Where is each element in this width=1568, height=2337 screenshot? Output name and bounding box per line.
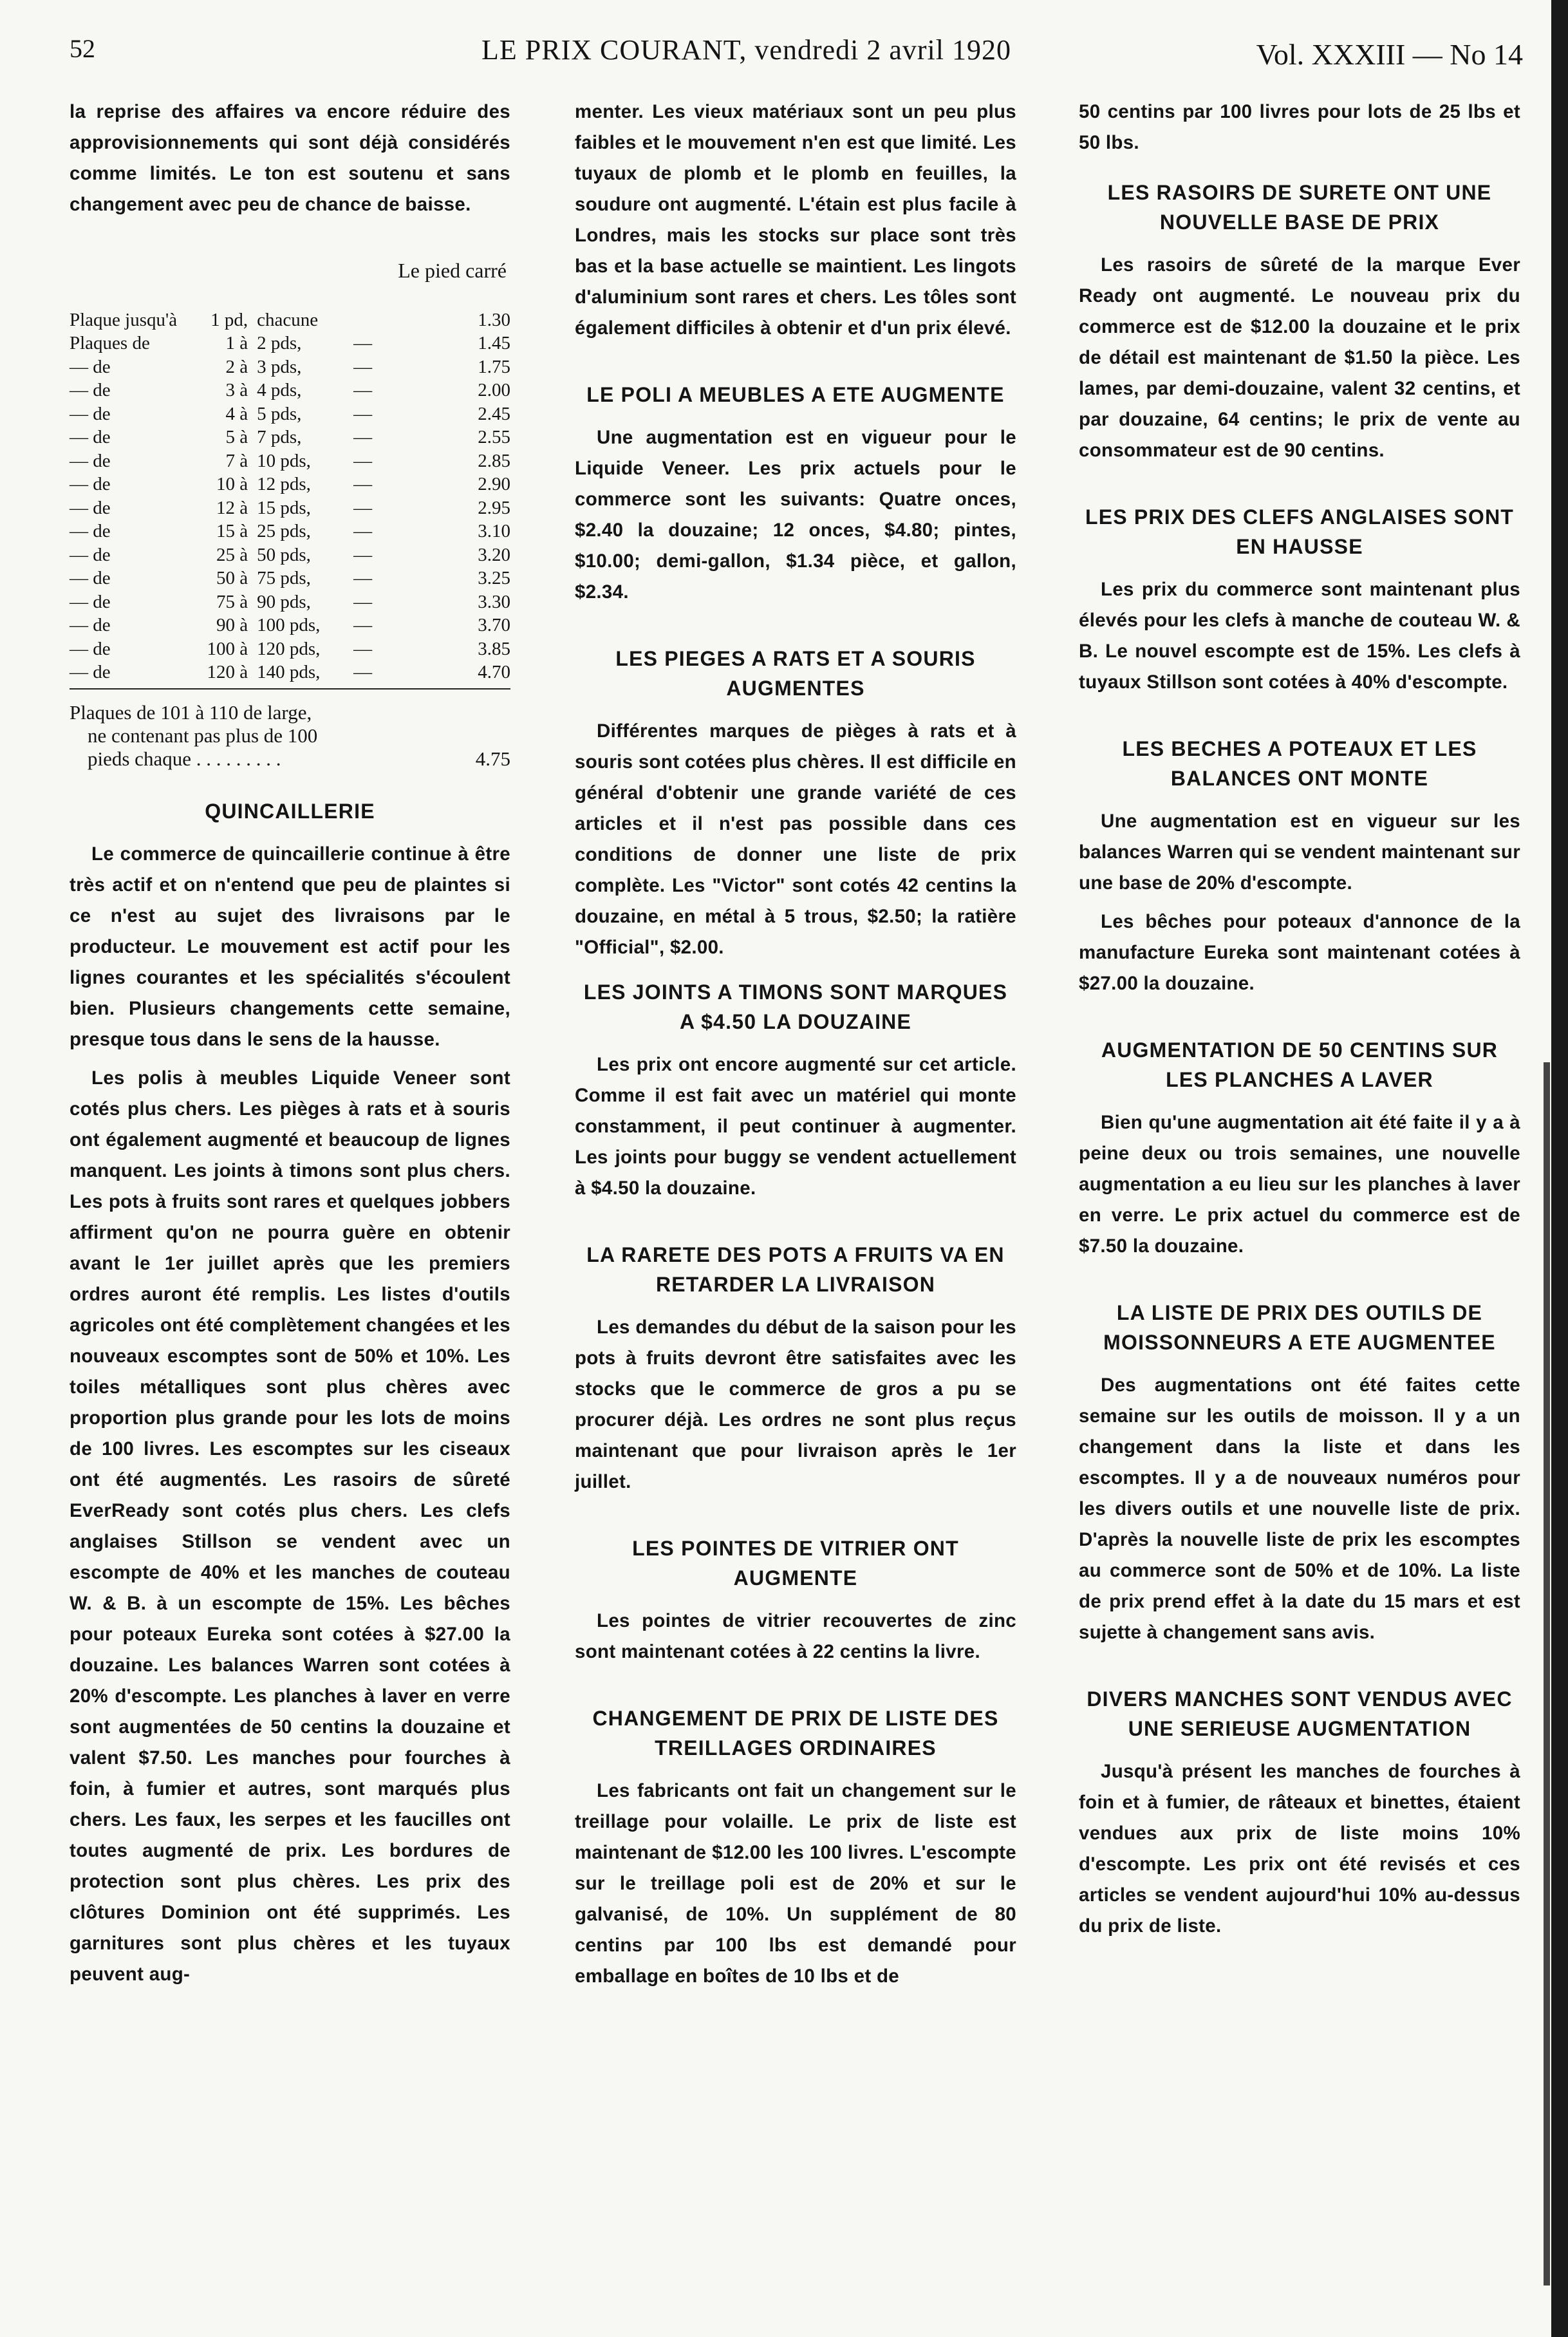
price-cell-size: 7 pds,	[257, 427, 302, 448]
price-cell-size: 100 pds,	[257, 615, 321, 636]
column-3	[1079, 97, 1520, 1949]
article-text: Une augmentation est en vigueur pour le Liquide Veneer. Les prix actuels pour le commerce sont les suivants: Quatre onces, $2.40 la douzaine; 12 onces, $4.80; pintes, $10.00; demi-gallon, $1.34 pièce, et gallon, $2.34.	[575, 427, 1016, 603]
col2-intro: menter. Les vieux matériaux sont un peu plus faibles et le mouvement n'en est que limité. Les tuyaux de plomb et le plomb en feuilles, la soudure ont augmenté. L'étain est plus facile à Londres, mais les stocks sur place sont très bas et la base actuelle se maintient. Les lingots d'aluminium sont rares et chers. Les tôles sont également difficiles à obtenir et d'un prix élevé.	[575, 101, 1016, 339]
price-cell-dash: —	[353, 380, 373, 401]
price-cell-dash: —	[353, 427, 373, 448]
price-table-heading: Le pied carré	[398, 259, 507, 282]
price-cell-price: 2.85	[478, 450, 510, 471]
price-cell-label: — de	[70, 638, 111, 659]
large-plates-line1: Plaques de 101 à 110 de large,	[70, 701, 312, 724]
article-text: Les pointes de vitrier recouvertes de zinc sont maintenant cotées à 22 centins la livre.	[575, 1610, 1016, 1662]
scan-edge-inner	[1544, 1062, 1550, 2285]
article-text: Les prix du commerce sont maintenant plus élevés pour les clefs à manche de couteau W. & B. Le nouvel escompte est de 15%. Les clefs à tuyaux Stillson sont cotées à 40% d'escompte.	[1079, 579, 1520, 693]
price-cell-dash: —	[353, 544, 373, 565]
price-cell-price: 2.45	[478, 403, 510, 424]
price-cell-label: — de	[70, 403, 111, 424]
price-cell-size: 75 pds,	[257, 568, 311, 589]
table-row	[70, 355, 510, 379]
column-1	[70, 97, 510, 1998]
price-cell-range: 1 pd,	[210, 309, 248, 330]
table-row	[70, 379, 510, 403]
price-cell-range: 7 à	[225, 450, 248, 471]
column-2	[575, 97, 1016, 2000]
price-cell-dash: —	[353, 615, 373, 636]
large-plates-desc: pieds chaque . . . . . . . . .	[88, 747, 281, 770]
article-heading: LES PRIX DES CLEFS ANGLAISES SONT EN HAUSSE	[1085, 505, 1515, 558]
price-cell-label: — de	[70, 521, 111, 542]
quincaillerie-paragraph-1: Le commerce de quincaillerie continue à être très actif et on n'entend que peu de plaintes si ce n'est au sujet des livraisons par le producteur. Le mouvement est actif pour les lignes courantes et les spécialités s'écoulent bien. Plusieurs changements cette semaine, presque tous dans le sens de la hausse.	[70, 843, 510, 1050]
price-cell-price: 3.30	[478, 591, 510, 612]
article-heading: DIVERS MANCHES SONT VENDUS AVEC UNE SERIEUSE AUGMENTATION	[1087, 1687, 1513, 1740]
article-heading: AUGMENTATION DE 50 CENTINS SUR LES PLANCHES A LAVER	[1101, 1038, 1498, 1091]
table-row	[70, 543, 510, 567]
price-cell-label: — de	[70, 474, 111, 495]
article-heading: LES BECHES A POTEAUX ET LES BALANCES ONT MONTE	[1122, 737, 1477, 790]
volume-number: Vol. XXXIII — No 14	[1256, 38, 1523, 71]
price-cell-label: — de	[70, 450, 111, 471]
price-cell-size: 12 pds,	[257, 474, 311, 495]
price-cell-range: 4 à	[225, 403, 248, 424]
price-cell-size: 140 pds,	[257, 662, 321, 683]
table-row	[70, 614, 510, 638]
table-row	[70, 332, 510, 356]
article-heading: LES POINTES DE VITRIER ONT AUGMENTE	[632, 1537, 959, 1590]
price-cell-price: 1.30	[478, 309, 510, 330]
price-cell-dash: —	[353, 568, 373, 589]
article-text: Des augmentations ont été faites cette semaine sur les outils de moisson. Il y a un changement dans la liste et dans les escomptes. Il y a de nouveaux numéros pour les divers outils et une nouvelle liste de prix. D'après la nouvelle liste de prix les escomptes au commerce sont de 50% et de 10%. La liste de prix prend effet à la date du 15 mars et est sujette à changement sans avis.	[1079, 1375, 1520, 1643]
price-cell-size: 25 pds,	[257, 521, 311, 542]
price-cell-label: Plaques de	[70, 333, 150, 354]
price-cell-label: — de	[70, 591, 111, 612]
price-cell-dash: —	[353, 638, 373, 659]
article-text: Une augmentation est en vigueur sur les balances Warren qui se vendent maintenant sur une base de 20% d'escompte.	[1079, 811, 1520, 894]
price-cell-price: 3.20	[478, 544, 510, 565]
table-row	[70, 402, 510, 426]
large-plates-price: 4.75	[475, 747, 510, 770]
price-cell-price: 3.25	[478, 568, 510, 589]
price-cell-price: 3.85	[478, 638, 510, 659]
price-cell-label: — de	[70, 497, 111, 518]
price-cell-range: 1 à	[225, 333, 248, 354]
price-cell-label: — de	[70, 380, 111, 401]
article-text: Les rasoirs de sûreté de la marque Ever Ready ont augmenté. Le nouveau prix du commerce est de $12.00 la douzaine et le prix de détail est maintenant de $1.50 la pièce. Les lames, par demi-douzaine, valent 32 centins, et par douzaine, 64 centins; le prix de vente au consommateur est de 90 centins.	[1079, 254, 1520, 461]
article-text: Les prix ont encore augmenté sur cet article. Comme il est fait avec un matériel qui monte constamment, il peut continuer à augmenter. Les joints pour buggy se vendent actuellement à $4.50 la douzaine.	[575, 1054, 1016, 1199]
article-heading: LES PIEGES A RATS ET A SOURIS AUGMENTES	[615, 647, 976, 700]
price-cell-range: 100 à	[207, 638, 248, 659]
price-cell-dash: —	[353, 474, 373, 495]
page-header	[0, 33, 1568, 85]
price-cell-range: 5 à	[225, 427, 248, 448]
price-cell-label: Plaque jusqu'à	[70, 309, 178, 330]
price-cell-size: 15 pds,	[257, 497, 311, 518]
publication-title: LE PRIX COURANT, vendredi 2 avril 1920	[481, 34, 1011, 66]
price-cell-price: 1.75	[478, 356, 510, 377]
article-heading: LES RASOIRS DE SURETE ONT UNE NOUVELLE BASE DE PRIX	[1107, 181, 1492, 234]
price-cell-dash: —	[353, 497, 373, 518]
table-row	[70, 520, 510, 544]
price-cell-price: 2.90	[478, 474, 510, 495]
price-cell-price: 3.10	[478, 521, 510, 542]
price-cell-price: 2.00	[478, 380, 510, 401]
quincaillerie-paragraph-2: Les polis à meubles Liquide Veneer sont cotés plus chers. Les pièges à rats et à souris ont également augmenté et beaucoup de lignes manquent. Les joints à timons sont plus chers. Les pots à fruits sont rares et quelques jobbers affirment qu'on ne pourra guère en obtenir avant le 1er juillet après que les premiers ordres auront été remplis. Les listes d'outils agricoles ont été complètement changées et les nouveaux escomptes sont de 50% et 10%. Les toiles métalliques sont plus chères avec proportion plus grande pour les lots de moins de 100 livres. Les escomptes sur les ciseaux ont été augmentés. Les rasoirs de sûreté EverReady sont cotés plus chers. Les clefs anglaises Stillson se vendent avec un escompte de 40% et les manches de couteau W. & B. à un escompte de 15%. Les bêches pour poteaux Eureka sont cotées à $27.00 la douzaine. Les balances Warren sont cotées à 20% d'escompte. Les planches à laver en verre sont augmentées de 50 centins la douzaine et valent $7.50. Les manches pour fourches à foin, à fumier et autres, sont marqués plus chers. Les faux, les serpes et les faucilles ont toutes augmenté de prix. Les bordures de protection sont plus chères. Les prix des clôtures Dominion ont été supprimés. Les garnitures sont plus chères et les tuyaux peuvent aug-	[70, 1067, 510, 1985]
table-row	[70, 637, 510, 661]
price-cell-price: 4.70	[478, 662, 510, 683]
article-text: Jusqu'à présent les manches de fourches à foin et à fumier, de râteaux et binettes, étaient vendues aux prix de liste moins 10% d'escompte. Les prix ont été revisés et ces articles se vendent aujourd'hui 10% au-dessus du prix de liste.	[1079, 1761, 1520, 1937]
price-cell-range: 120 à	[207, 662, 248, 683]
price-cell-size: 120 pds,	[257, 638, 321, 659]
price-cell-dash: —	[353, 333, 373, 354]
price-cell-range: 10 à	[216, 474, 248, 495]
table-row	[70, 308, 510, 332]
article-heading: LES JOINTS A TIMONS SONT MARQUES A $4.50 LA DOUZAINE	[583, 981, 1008, 1033]
price-cell-dash: —	[353, 521, 373, 542]
price-cell-label: — de	[70, 615, 111, 636]
price-cell-dash: —	[353, 356, 373, 377]
price-cell-dash: —	[353, 450, 373, 471]
price-cell-range: 25 à	[216, 544, 248, 565]
quincaillerie-heading: QUINCAILLERIE	[205, 800, 375, 823]
price-cell-size: 10 pds,	[257, 450, 311, 471]
page-number: 52	[70, 34, 95, 63]
scan-edge	[1551, 0, 1568, 2337]
col3-intro: 50 centins par 100 livres pour lots de 25 lbs et 50 lbs.	[1079, 101, 1520, 153]
large-plates-entry	[70, 701, 510, 771]
table-row	[70, 473, 510, 497]
table-row	[70, 567, 510, 591]
article-heading: LA LISTE DE PRIX DES OUTILS DE MOISSONNEURS A ETE AUGMENTEE	[1103, 1301, 1496, 1354]
price-cell-size: 50 pds,	[257, 544, 311, 565]
price-cell-size: 90 pds,	[257, 591, 311, 612]
article-text: Les bêches pour poteaux d'annonce de la manufacture Eureka sont maintenant cotées à $27.00 la douzaine.	[1079, 911, 1520, 994]
price-cell-range: 12 à	[216, 497, 248, 518]
article-heading: CHANGEMENT DE PRIX DE LISTE DES TREILLAGES ORDINAIRES	[592, 1707, 999, 1760]
table-row	[70, 590, 510, 614]
price-cell-label: — de	[70, 356, 111, 377]
article-heading: LA RARETE DES POTS A FRUITS VA EN RETARDER LA LIVRAISON	[586, 1243, 1005, 1296]
price-cell-range: 15 à	[216, 521, 248, 542]
table-row	[70, 449, 510, 473]
article-text: Différentes marques de pièges à rats et à souris sont cotées plus chères. Il est difficile en général d'obtenir une grande variété de ces articles et il n'est pas possible dans ces conditions de donner une liste de prix complète. Les "Victor" sont cotés 42 centins la douzaine, en métal à 5 trous, $2.50; la ratière "Official", $2.00.	[575, 720, 1016, 958]
price-cell-size: 5 pds,	[257, 403, 302, 424]
large-plates-line2: ne contenant pas plus de 100	[88, 724, 318, 747]
article-heading: LE POLI A MEUBLES A ETE AUGMENTE	[586, 383, 1005, 406]
price-cell-price: 3.70	[478, 615, 510, 636]
price-cell-label: — de	[70, 568, 111, 589]
price-cell-range: 3 à	[225, 380, 248, 401]
article-text: Bien qu'une augmentation ait été faite il y a à peine deux ou trois semaines, une nouvelle augmentation a eu lieu sur les planches à laver en verre. Le prix actuel du commerce est de $7.50 la douzaine.	[1079, 1112, 1520, 1257]
price-cell-size: chacune	[257, 309, 319, 330]
price-cell-dash: —	[353, 591, 373, 612]
table-row	[70, 496, 510, 520]
price-table	[70, 308, 510, 684]
table-rule	[70, 688, 510, 690]
price-cell-size: 2 pds,	[257, 333, 302, 354]
price-cell-range: 75 à	[216, 591, 248, 612]
price-cell-label: — de	[70, 544, 111, 565]
price-cell-label: — de	[70, 427, 111, 448]
col1-intro: la reprise des affaires va encore réduire des approvisionnements qui sont déjà considérés comme limités. Le ton est soutenu et sans changement avec peu de chance de baisse.	[70, 101, 510, 215]
price-cell-dash: —	[353, 403, 373, 424]
large-plates-line3	[70, 747, 510, 771]
price-cell-range: 50 à	[216, 568, 248, 589]
table-row	[70, 426, 510, 450]
price-cell-price: 2.55	[478, 427, 510, 448]
price-cell-size: 4 pds,	[257, 380, 302, 401]
price-cell-range: 2 à	[225, 356, 248, 377]
article-text: Les demandes du début de la saison pour les pots à fruits devront être satisfaites avec les stocks que le commerce de gros a pu se procurer déjà. Les ordres ne sont plus reçus maintenant que pour livraison après le 1er juillet.	[575, 1317, 1016, 1492]
table-row	[70, 661, 510, 685]
price-cell-size: 3 pds,	[257, 356, 302, 377]
price-cell-dash: —	[353, 662, 373, 683]
article-text: Les fabricants ont fait un changement sur le treillage pour volaille. Le prix de liste est maintenant de $12.00 les 100 livres. L'escompte sur le treillage poli est de 20% et sur le galvanisé, de 10%. Un supplément de 80 centins par 100 lbs est demandé pour emballage en boîtes de 10 lbs et de	[575, 1780, 1016, 1987]
price-cell-price: 2.95	[478, 497, 510, 518]
price-cell-range: 90 à	[216, 615, 248, 636]
price-cell-dash	[353, 308, 392, 332]
price-cell-label: — de	[70, 662, 111, 683]
price-cell-price: 1.45	[478, 333, 510, 354]
